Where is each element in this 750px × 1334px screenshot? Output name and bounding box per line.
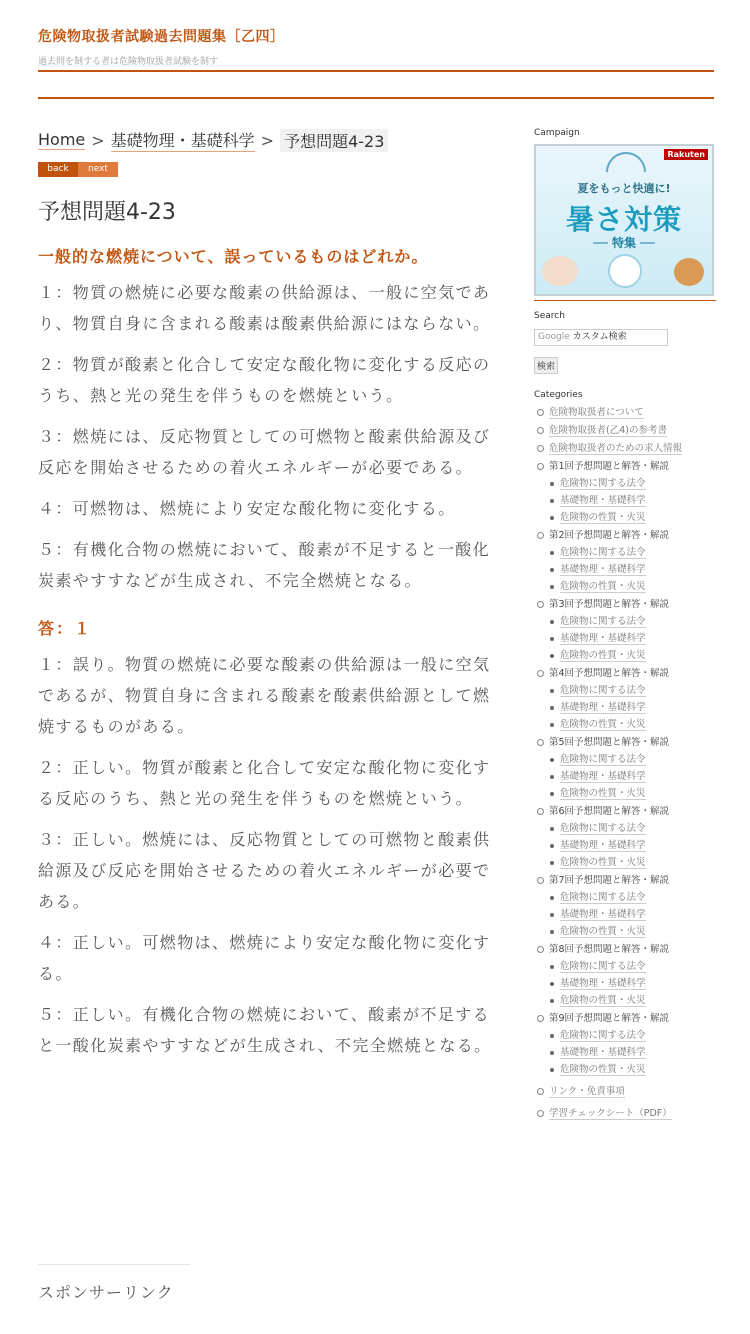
categories-heading: Categories <box>534 390 583 400</box>
question-choices <box>38 277 498 596</box>
campaign-banner[interactable] <box>534 144 714 296</box>
category-sublink[interactable]: 危険物の性質・火災 <box>560 581 646 592</box>
site-header <box>38 26 714 67</box>
category-sublink[interactable]: 基礎物理・基礎科学 <box>560 840 646 851</box>
category-sublist <box>549 615 716 662</box>
category-group-title: 第5回予想問題と解答・解説 <box>549 737 670 748</box>
category-sublink[interactable]: 危険物の性質・火災 <box>560 719 646 730</box>
search-input[interactable] <box>534 329 668 346</box>
site-description: 過去問を制する者は危険物取扱者試験を制す <box>38 57 219 67</box>
breadcrumb-home[interactable]: Home <box>38 130 86 149</box>
category-sublink[interactable]: 基礎物理・基礎科学 <box>560 702 646 713</box>
breadcrumb-current: 予想問題4-23 <box>280 129 388 152</box>
breadcrumb-separator: > <box>260 130 275 150</box>
sponsor-heading: スポンサーリンク <box>38 1283 174 1302</box>
category-subitem[interactable] <box>549 925 716 938</box>
category-subitem[interactable] <box>549 649 716 662</box>
category-sublist <box>549 477 716 524</box>
breadcrumb-category[interactable]: 基礎物理・基礎科学 <box>111 128 255 152</box>
search-button[interactable]: 検索 <box>534 357 558 374</box>
category-sublink[interactable]: 基礎物理・基礎科学 <box>560 909 646 920</box>
category-group <box>534 736 716 800</box>
category-group-title: 第6回予想問題と解答・解説 <box>549 806 670 817</box>
next-button[interactable]: next <box>78 162 118 177</box>
category-item[interactable] <box>534 1085 716 1098</box>
category-item[interactable] <box>534 1107 716 1120</box>
category-sublink[interactable]: 危険物に関する法令 <box>560 961 646 972</box>
category-sublink[interactable]: 危険物に関する法令 <box>560 892 646 903</box>
category-subitem[interactable] <box>549 822 716 835</box>
rakuten-logo: Rakuten <box>664 149 708 160</box>
category-group-title: 第7回予想問題と解答・解説 <box>549 875 670 886</box>
banner-title: 暑さ対策 <box>565 203 682 236</box>
category-sublink[interactable]: 危険物に関する法令 <box>560 685 646 696</box>
category-subitem[interactable] <box>549 701 716 714</box>
category-group <box>534 529 716 593</box>
category-sublist <box>549 546 716 593</box>
category-subitem[interactable] <box>549 580 716 593</box>
category-sublink[interactable]: 危険物の性質・火災 <box>560 788 646 799</box>
category-group <box>534 460 716 524</box>
category-subitem[interactable] <box>549 684 716 697</box>
category-sublink[interactable]: 危険物に関する法令 <box>560 547 646 558</box>
sponsor-divider <box>38 1264 190 1265</box>
category-group-title: 第2回予想問題と解答・解説 <box>549 530 670 541</box>
category-group-title: 第9回予想問題と解答・解説 <box>549 1013 670 1024</box>
category-sublink[interactable]: 危険物の性質・火災 <box>560 650 646 661</box>
category-sublist <box>549 684 716 731</box>
category-link[interactable]: 危険物取扱者について <box>549 407 644 418</box>
category-group-title: 第1回予想問題と解答・解説 <box>549 461 670 472</box>
category-group-title: 第8回予想問題と解答・解説 <box>549 944 670 955</box>
category-subitem[interactable] <box>549 511 716 524</box>
category-group <box>534 598 716 662</box>
category-sublink[interactable]: 危険物に関する法令 <box>560 478 646 489</box>
sidebar <box>534 128 716 1120</box>
choice-item: ４：可燃物は、燃焼により安定な酸化物に変化する。 <box>38 499 456 518</box>
category-group <box>534 943 716 1007</box>
answer-label: 答：１ <box>38 619 93 638</box>
category-subitem[interactable] <box>549 1063 716 1076</box>
category-subitem[interactable] <box>549 753 716 766</box>
post-pager <box>38 162 498 177</box>
category-item[interactable] <box>534 442 716 455</box>
category-list <box>534 406 716 1120</box>
banner-tagline: 夏をもっと快適に! <box>577 182 671 195</box>
search-heading: Search <box>534 311 565 321</box>
bear-icon <box>608 254 642 288</box>
category-sublink[interactable]: 危険物に関する法令 <box>560 754 646 765</box>
category-sublink[interactable]: 危険物の性質・火災 <box>560 1064 646 1075</box>
explanation-item: ５：正しい。有機化合物の燃焼において、酸素が不足すると一酸化炭素やすすなどが生成され、不完全燃焼となる。 <box>38 1005 492 1055</box>
category-subitem[interactable] <box>549 615 716 628</box>
answer-explanations <box>38 649 498 1061</box>
category-group-title: 第4回予想問題と解答・解説 <box>549 668 670 679</box>
breadcrumb <box>38 128 498 152</box>
site-title[interactable]: 危険物取扱者試験過去問題集［乙四］ <box>38 29 285 45</box>
category-link[interactable]: 危険物取扱者のための求人情報 <box>549 443 683 454</box>
explanation-item: ２：正しい。物質が酸素と化合して安定な酸化物に変化する反応のうち、熱と光の発生を伴うものを燃焼という。 <box>38 758 491 808</box>
nav-divider <box>38 97 714 99</box>
category-sublink[interactable]: 危険物の性質・火災 <box>560 995 646 1006</box>
category-link[interactable]: 学習チェックシート（PDF） <box>549 1108 672 1119</box>
search-placeholder: カスタム検索 <box>572 332 627 342</box>
sidebar-divider <box>534 300 716 301</box>
category-subitem[interactable] <box>549 632 716 645</box>
category-item[interactable] <box>534 424 716 437</box>
category-sublink[interactable]: 基礎物理・基礎科学 <box>560 1047 646 1058</box>
category-sublink[interactable]: 基礎物理・基礎科学 <box>560 978 646 989</box>
question-stem: 一般的な燃焼について、誤っているものはどれか。 <box>38 247 429 266</box>
category-subitem[interactable] <box>549 977 716 990</box>
sleeping-person-icon <box>542 256 578 286</box>
page-title: 予想問題4-23 <box>38 200 176 225</box>
category-subitem[interactable] <box>549 546 716 559</box>
category-subitem[interactable] <box>549 891 716 904</box>
category-sublist <box>549 822 716 869</box>
choice-item: ３：燃焼には、反応物質としての可燃物と酸素供給源及び反応を開始させるための着火エネルギーが必要である。 <box>38 427 491 477</box>
main-content <box>38 128 498 1061</box>
category-subitem[interactable] <box>549 839 716 852</box>
category-sublist <box>549 1029 716 1076</box>
category-sublink[interactable]: 危険物に関する法令 <box>560 1030 646 1041</box>
category-subitem[interactable] <box>549 908 716 921</box>
category-sublink[interactable]: 危険物に関する法令 <box>560 823 646 834</box>
category-subitem[interactable] <box>549 1046 716 1059</box>
category-subitem[interactable] <box>549 856 716 869</box>
back-button[interactable]: back <box>38 162 78 177</box>
category-sublist <box>549 891 716 938</box>
choice-item: ５：有機化合物の燃焼において、酸素が不足すると一酸化炭素やすすなどが生成され、不完全燃焼となる。 <box>38 540 491 590</box>
category-subitem[interactable] <box>549 563 716 576</box>
category-sublist <box>549 960 716 1007</box>
category-sublink[interactable]: 基礎物理・基礎科学 <box>560 633 646 644</box>
campaign-heading: Campaign <box>534 128 580 138</box>
category-subitem[interactable] <box>549 494 716 507</box>
choice-item: ２：物質が酸素と化合して安定な酸化物に変化する反応のうち、熱と光の発生を伴うものを燃焼という。 <box>38 355 491 405</box>
category-item[interactable] <box>534 406 716 419</box>
category-subitem[interactable] <box>549 770 716 783</box>
category-sublink[interactable]: 基礎物理・基礎科学 <box>560 771 646 782</box>
category-group <box>534 874 716 938</box>
category-group <box>534 805 716 869</box>
category-link[interactable]: リンク・免責事項 <box>549 1086 625 1097</box>
choice-item: １：物質の燃焼に必要な酸素の供給源は、一般に空気であり、物質自身に含まれる酸素は酸素供給源にはならない。 <box>38 283 491 333</box>
category-sublink[interactable]: 基礎物理・基礎科学 <box>560 495 646 506</box>
sun-icon <box>606 152 646 172</box>
category-link[interactable]: 危険物取扱者(乙4)の参考書 <box>549 425 667 436</box>
category-subitem[interactable] <box>549 994 716 1007</box>
category-sublist <box>549 753 716 800</box>
dog-icon <box>674 258 704 286</box>
category-subitem[interactable] <box>549 477 716 490</box>
breadcrumb-separator: > <box>91 130 105 150</box>
category-subitem[interactable] <box>549 1029 716 1042</box>
category-subitem[interactable] <box>549 787 716 800</box>
explanation-item: ４：正しい。可燃物は、燃焼により安定な酸化物に変化する。 <box>38 933 491 983</box>
category-group-title: 第3回予想問題と解答・解説 <box>549 599 670 610</box>
category-group <box>534 1012 716 1076</box>
category-sublink[interactable]: 危険物に関する法令 <box>560 616 646 627</box>
category-sublink[interactable]: 危険物の性質・火災 <box>560 512 646 523</box>
header-divider <box>38 70 714 72</box>
banner-subtitle: ── 特集 ── <box>593 236 655 250</box>
category-subitem[interactable] <box>549 718 716 731</box>
category-subitem[interactable] <box>549 960 716 973</box>
category-sublink[interactable]: 危険物の性質・火災 <box>560 926 646 937</box>
category-group <box>534 667 716 731</box>
category-sublink[interactable]: 基礎物理・基礎科学 <box>560 564 646 575</box>
category-sublink[interactable]: 危険物の性質・火災 <box>560 857 646 868</box>
explanation-item: １：誤り。物質の燃焼に必要な酸素の供給源は一般に空気であるが、物質自身に含まれる酸素を酸素供給源として燃焼するものがある。 <box>38 655 491 736</box>
google-logo: Google <box>538 332 570 342</box>
explanation-item: ３：正しい。燃焼には、反応物質としての可燃物と酸素供給源及び反応を開始させるための着火エネルギーが必要である。 <box>38 830 491 911</box>
